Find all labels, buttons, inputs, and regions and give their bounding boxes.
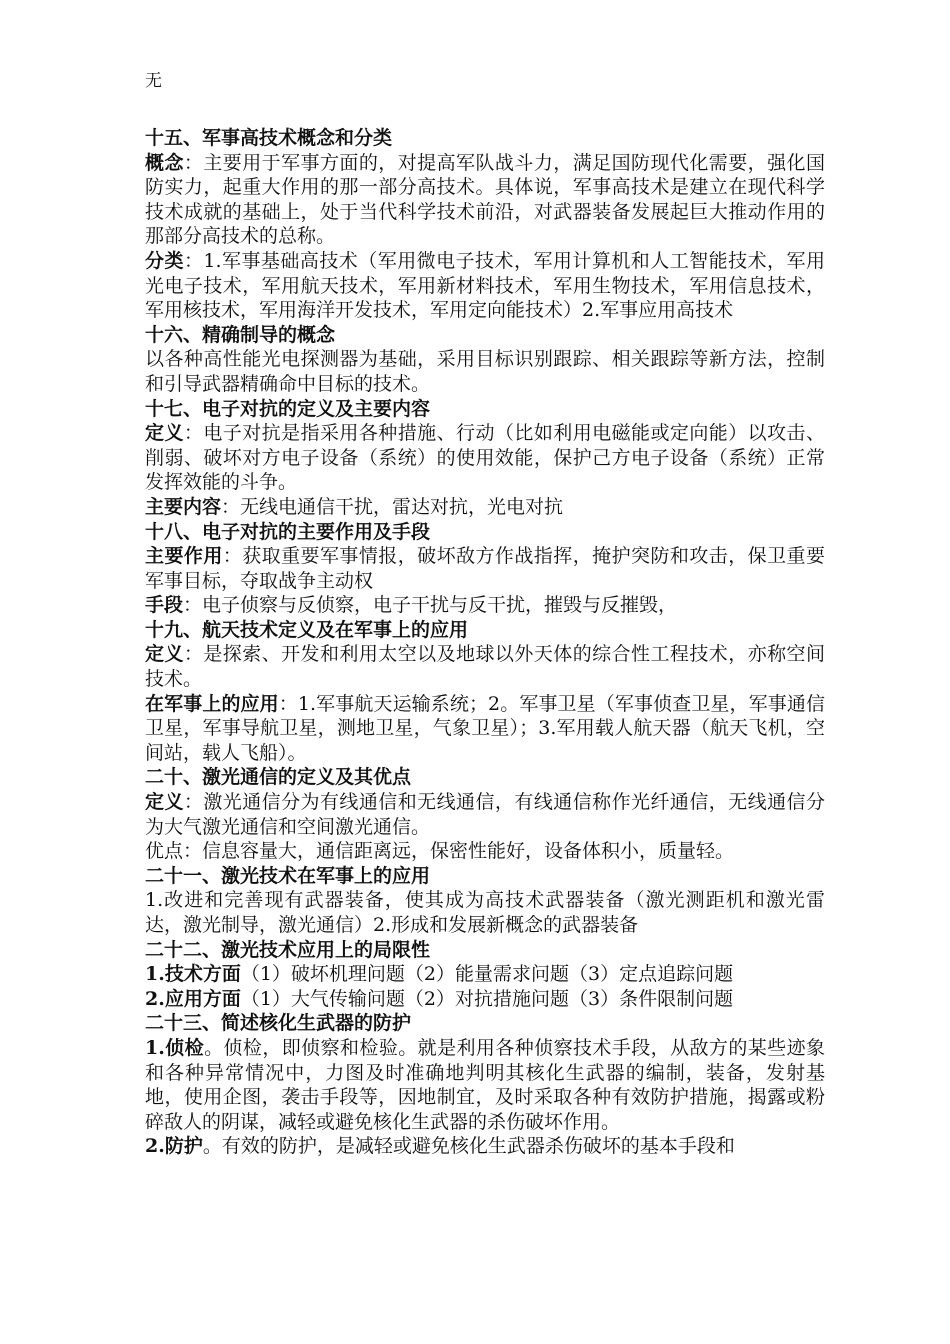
paragraph-label: 在军事上的应用 [145,692,279,715]
paragraph-text: （1）破坏机理问题（2）能量需求问题（3）定点追踪问题 [240,963,734,986]
section-heading: 十九、航天技术定义及在军事上的应用 [145,618,469,641]
paragraph-label: 分类 [145,249,184,272]
paragraph-text: ：电子侦察与反侦察，电子干扰与反干扰，摧毁与反摧毁， [183,594,678,617]
paragraph [145,839,825,864]
paragraph [145,151,825,249]
paragraph-text: ：1.军事航天运输系统；2。军事卫星（军事侦查卫星，军事通信卫星，军事导航卫星，测地卫星，气象卫星）；3.军用载人航天器（航天飞机，空间站，载人飞船）。 [145,692,825,764]
paragraph-text: ：获取重要军事情报，破坏敌方作战指挥，掩护突防和攻击，保卫重要军事目标，夺取战争主动权 [145,545,825,592]
paragraph-text: ：1.军事基础高技术（军用微电子技术，军用计算机和人工智能技术，军用光电子技术，军用航天技术，军用新材料技术，军用生物技术，军用信息技术，军用核技术，军用海洋开发技术，军用定向能技术）2.军事应用高技术 [145,249,825,322]
section-heading: 十六、精确制导的概念 [145,323,336,346]
page-header: 无 [145,71,162,91]
paragraph [145,347,825,396]
document-body [145,126,825,1159]
paragraph [145,692,825,766]
paragraph-label: 手段 [145,594,184,617]
paragraph-label: 主要作用 [145,545,223,568]
section-heading: 十七、电子对抗的定义及主要内容 [145,397,431,420]
paragraph [145,495,825,520]
paragraph [145,1134,825,1159]
paragraph-label: 定义 [145,422,184,445]
paragraph-text: 。有效的防护，是减轻或避免核化生武器杀伤破坏的基本手段和 [202,1135,735,1158]
paragraph [145,544,825,593]
paragraph-text: ：电子对抗是指采用各种措施、行动（比如利用电磁能或定向能）以攻击、削弱、破坏对方电子设备（系统）的使用效能，保护己方电子设备（系统）正常发挥效能的斗争。 [145,422,825,494]
paragraph-text: 。侦检，即侦察和检验。就是利用各种侦察技术手段，从敌方的某些迹象和各种异常情况中，力图及时准确地判明其核化生武器的编制，装备，发射基地，使用企图，袭击手段等，因地制宜，及时采取各种有效防护措施，揭露或粉碎敌人的阴谋，减轻或避免核化生武器的杀伤破坏作用。 [145,1036,825,1133]
paragraph-label: 2.应用方面 [145,987,241,1010]
section-heading: 二十二、激光技术应用上的局限性 [145,938,431,961]
paragraph-label: 2.防护 [145,1135,203,1158]
paragraph [145,1036,825,1134]
paragraph-text: ：是探索、开发和利用太空以及地球以外天体的综合性工程技术，亦称空间技术。 [145,643,825,691]
section-heading: 二十一、激光技术在军事上的应用 [145,864,431,887]
paragraph-label: 定义 [145,643,184,666]
paragraph [145,593,825,618]
section-heading: 十五、军事高技术概念和分类 [145,127,393,149]
paragraph-text: ：激光通信分为有线通信和无线通信，有线通信称作光纤通信，无线通信分为大气激光通信和空间激光通信。 [145,791,825,838]
paragraph-label: 1.技术方面 [145,963,241,986]
paragraph-text: （1）大气传输问题（2）对抗措施问题（3）条件限制问题 [240,987,734,1010]
section-heading: 二十三、简述核化生武器的防护 [145,1012,412,1035]
paragraph-text: ：主要用于军事方面的，对提高军队战斗力，满足国防现代化需要，强化国防实力，起重大作用的那一部分高技术。具体说，军事高技术是建立在现代科学技术成就的基础上，处于当代科学技术前沿，对武器装备发展起巨大推动作用的那部分高技术的总称。 [145,151,825,248]
paragraph-text: 优点：信息容量大，通信距离远，保密性能好，设备体积小，质量轻。 [145,840,735,863]
paragraph [145,888,825,937]
paragraph-label: 主要内容 [145,495,222,518]
paragraph-label: 定义 [145,791,184,814]
paragraph-text: 以各种高性能光电探测器为基础，采用目标识别跟踪、相关跟踪等新方法，控制和引导武器精确命中目标的技术。 [145,348,825,395]
paragraph [145,790,825,839]
paragraph-text: 1.改进和完善现有武器装备，使其成为高技术武器装备（激光测距机和激光雷达，激光制导，激光通信）2.形成和发展新概念的武器装备 [145,889,825,936]
paragraph [145,249,825,323]
section-heading: 十八、电子对抗的主要作用及手段 [145,520,431,543]
paragraph [145,642,825,691]
paragraph-text: ：无线电通信干扰，雷达对抗，光电对抗 [221,495,564,518]
paragraph [145,421,825,495]
paragraph [145,962,825,987]
section-heading: 二十、激光通信的定义及其优点 [145,766,412,789]
paragraph [145,987,825,1012]
paragraph-label: 1.侦检 [145,1036,205,1059]
paragraph-label: 概念 [145,151,184,174]
